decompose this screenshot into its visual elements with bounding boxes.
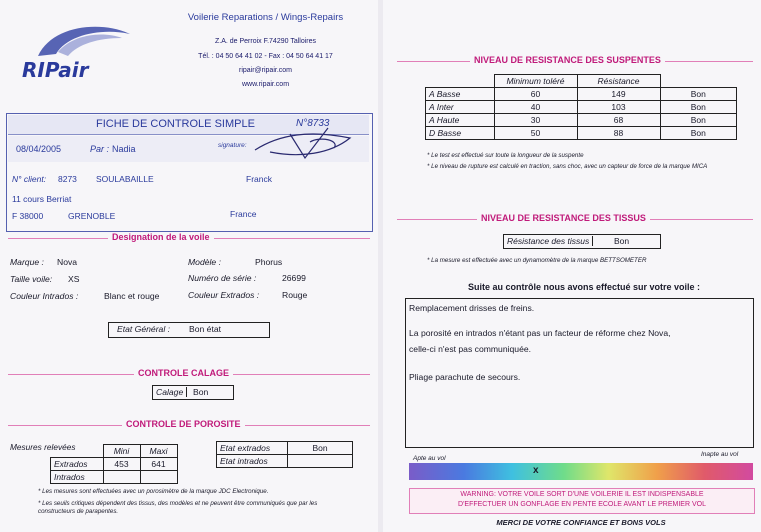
warning-line-2: D'EFFECTUER UN GONFLAGE EN PENTE ECOLE AVANT LE PREMIER VOL (458, 501, 706, 508)
row-min: 50 (494, 127, 577, 140)
col-mini: Mini (103, 445, 140, 458)
col-min: Minimum toléré (494, 75, 577, 88)
signature-icon (250, 124, 360, 164)
row-res: 88 (577, 127, 660, 140)
row-maxi (140, 471, 177, 484)
table-row (426, 101, 737, 114)
suite-line-2: La porosité en intrados n'étant pas un facteur de réforme chez Nova, (409, 328, 671, 338)
suspentes-note-2: * Le niveau de rupture est calculé en traction, sans choc, avec un capteur de force de la marque MICA (427, 163, 708, 170)
serie-value: 26699 (282, 273, 306, 283)
row-min: 40 (494, 101, 577, 114)
scale-right-label: Inapte au vol (701, 451, 739, 458)
taille-label: Taille voile: (10, 274, 53, 284)
fiche-par-value: Nadia (112, 144, 136, 154)
suspentes-title: NIVEAU DE RESISTANCE DES SUSPENTES (470, 55, 665, 65)
designation-title: Designation de la voile (108, 232, 214, 242)
suite-line-1: Remplacement drisses de freins. (409, 303, 535, 313)
ripair-logo: RIPair (22, 58, 89, 82)
row-label: Intrados (51, 471, 104, 484)
row-label: A Basse (426, 88, 495, 101)
row-mini (103, 471, 140, 484)
client-street: 11 cours Berriat (12, 194, 72, 204)
signature-label: signature: (218, 142, 247, 149)
etat-row-label: Etat intrados (217, 455, 288, 468)
tissus-title: NIVEAU DE RESISTANCE DES TISSUS (477, 213, 650, 223)
fiche-date: 08/04/2005 (16, 144, 62, 154)
modele-value: Phorus (255, 257, 283, 267)
client-last-name: SOULABAILLE (96, 174, 154, 184)
intrados-value: Blanc et rouge (104, 291, 160, 301)
row-min: 30 (494, 114, 577, 127)
client-country: France (230, 209, 257, 219)
fiche-par-label: Par : (90, 144, 110, 154)
row-etat: Bon (660, 88, 737, 101)
left-page (0, 0, 378, 532)
company-email[interactable]: ripair@ripair.com (238, 67, 292, 74)
fiche-title: FICHE DE CONTROLE SIMPLE (96, 118, 255, 130)
serie-label: Numéro de série : (188, 273, 257, 283)
row-res: 68 (577, 114, 660, 127)
client-first-name: Franck (246, 174, 272, 184)
calage-box (152, 385, 234, 400)
row-etat: Bon (660, 114, 737, 127)
client-num-value: 8273 (58, 174, 77, 184)
etat-row-label: Etat extrados (217, 442, 288, 455)
client-num-label: N° client: (12, 174, 47, 184)
etat-row-value: Bon (288, 442, 353, 455)
marque-label: Marque : (10, 257, 44, 267)
porosite-note-2: * Les seuils critiques dépendent des tissus, des modèles et ne peuvent être communiqués que par les constructeurs de parapentes. (38, 500, 318, 515)
porosite-note-1: * Les mesures sont effectuées avec un porosimètre de la marque JDC Electronique. (38, 488, 269, 495)
suite-box (405, 298, 754, 448)
row-label: A Inter (426, 101, 495, 114)
table-row (217, 442, 353, 455)
row-etat: Bon (660, 101, 737, 114)
row-label: A Haute (426, 114, 495, 127)
row-label: D Basse (426, 127, 495, 140)
aptitude-scale (409, 463, 753, 480)
row-maxi: 641 (140, 458, 177, 471)
mesures-label: Mesures relevées (10, 442, 76, 452)
calage-value: Bon (193, 387, 209, 397)
suspentes-note-1: * Le test est effectué sur toute la longueur de la suspente (427, 152, 584, 159)
company-website[interactable]: www.ripair.com (241, 81, 290, 88)
intrados-label: Couleur Intrados : (10, 291, 79, 301)
warning-box (409, 488, 755, 514)
etat-table (216, 441, 353, 468)
company-name: Voilerie Reparations / Wings-Repairs (187, 12, 344, 23)
warning-line-1: WARNING: VOTRE VOILE SORT D'UNE VOILERIE IL EST INDISPENSABLE (460, 491, 704, 498)
porosite-table (50, 444, 178, 484)
row-label: Extrados (51, 458, 104, 471)
scale-left-label: Apte au vol (413, 455, 446, 462)
col-res: Résistance (577, 75, 660, 88)
col-maxi: Maxi (140, 445, 177, 458)
etat-general-label: Etat Général : (117, 324, 171, 334)
extrados-value: Rouge (282, 290, 308, 300)
suite-line-3: celle-ci n'est pas communiquée. (409, 344, 532, 354)
row-res: 149 (577, 88, 660, 101)
etat-row-value (288, 455, 353, 468)
extrados-label: Couleur Extrados : (188, 290, 260, 300)
marque-value: Nova (57, 257, 78, 267)
table-row (426, 88, 737, 101)
client-city: GRENOBLE (68, 211, 116, 221)
table-row (426, 127, 737, 140)
porosite-title: CONTROLE DE POROSITE (122, 419, 245, 429)
client-postcode: F 38000 (12, 211, 44, 221)
company-address: Z.A. de Perroix F.74290 Talloires (214, 38, 317, 45)
calage-label: Calage (156, 387, 187, 397)
etat-general-box (108, 322, 270, 338)
scale-marker: x (533, 465, 539, 476)
etat-general-value: Bon état (189, 324, 222, 334)
table-row (217, 455, 353, 468)
row-res: 103 (577, 101, 660, 114)
row-etat: Bon (660, 127, 737, 140)
suite-title: Suite au contrôle nous avons effectué sur votre voile : (467, 282, 701, 292)
table-row (51, 471, 178, 484)
suite-line-4: Pliage parachute de secours. (409, 372, 521, 382)
calage-title: CONTROLE CALAGE (134, 368, 233, 378)
right-page (383, 0, 761, 532)
tissus-label: Résistance des tissus (507, 236, 593, 246)
modele-label: Modèle : (188, 257, 221, 267)
fiche-number: N°8733 (296, 118, 330, 129)
table-row (426, 114, 737, 127)
row-min: 60 (494, 88, 577, 101)
tissus-value: Bon (614, 236, 630, 246)
table-row (51, 458, 178, 471)
row-mini: 453 (103, 458, 140, 471)
suspentes-table (425, 74, 737, 140)
taille-value: XS (68, 274, 80, 284)
footer-thanks: MERCI DE VOTRE CONFIANCE ET BONS VOLS (496, 518, 666, 527)
tissus-note: * La mesure est effectuée avec un dynamomètre de la marque BETTSOMETER (427, 257, 647, 264)
tissus-box (503, 234, 661, 249)
company-phone: Tél. : 04 50 64 41 02 - Fax : 04 50 64 41 17 (198, 53, 333, 60)
